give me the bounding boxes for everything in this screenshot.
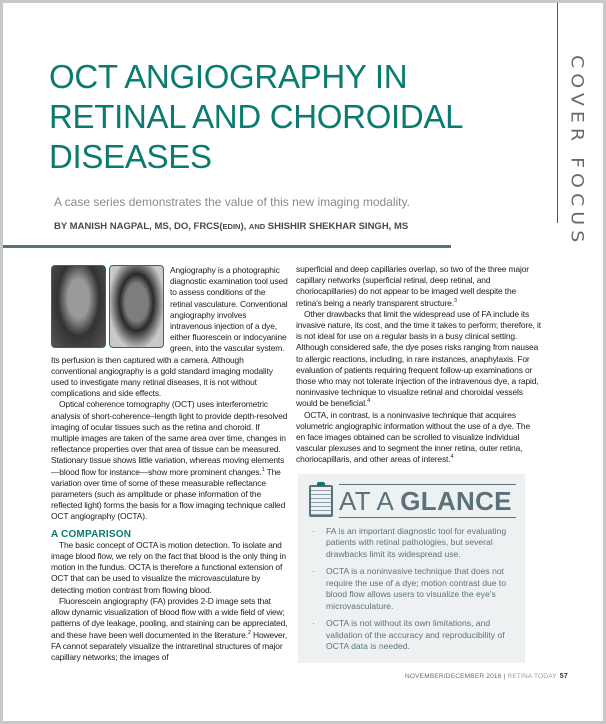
list-item: · OCTA is not without its own limitations, and validation of the accuracy and reproducibility of OCTA data is needed. [312,618,512,653]
reference-marker: 4 [367,398,371,405]
paragraph [296,309,541,410]
paragraph: Angiography is a photographic diagnostic examination tool used to assess conditions of the retinal vasculature. Conventional angiography involves intravenous injection of a dye, either fluorescein or indocyanine green, into the vascular system. Its perfusion is then captured with a camera. Although conventional angiography is a gold standard imaging modality used to investigate many retinal diseases, it is not without complications and side effects. [51,265,288,399]
list-item: · OCTA is a noninvasive technique that does not require the use of a dye; motion contrast due to blood flow allows users to visualize the eye's microvasculature. [312,566,512,612]
author-photos [51,265,164,348]
paragraph: The basic concept of OCTA is motion detection. To isolate and image blood flow, we rely on the fact that blood is the only thing in motion in the fundus. OCTA is therefore a functional extension of OCT that can be used to visualize the microvasculature by detecting motion contrast from flowing blood. [51,539,286,595]
article-page [3,3,603,721]
reference-marker: 1 [261,466,265,473]
at-a-glance-header [305,482,517,520]
reference-marker: 4 [450,454,454,461]
text: Fluorescein angiography (FA) provides 2-D image sets that allow dynamic visualization of blood flow with a wide field of view; patterns of dye leakage, pooling, and staining can be appreciated, and these have been well documented in the literature. [51,595,288,640]
left-column [51,265,289,663]
text: The variation over time of some of these measurable reflectance parameters (such as amplitude or phase information of the reflected light) forms the basis for a flow imaging technique called OCT angiography (OCTA). [51,466,286,522]
footer-separator: | [501,672,508,680]
text: Other drawbacks that limit the widespread use of FA include its invasive nature, its cost, and the time it takes to perform; therefore, it is not ideal for use on a regular basis in a busy clinical setting. Although considered safe, the dye poses risks ranging from nausea to allergic reactions, including, in rare instances, anaphylaxis. For evaluation of patients requiring frequent follow-up examinations or those who may not tolerate injection of the intravenous dye, a rapid, noninvasive technique to visualize retinal and choroidal vessels would be beneficial. [296,308,541,409]
section-divider-line [557,3,558,223]
byline-sep: ), [240,221,249,232]
page-footer [405,672,568,680]
page-number: 57 [559,672,568,680]
at-a-glance-title [339,484,516,518]
author-photo-singh [109,265,164,348]
reference-marker: 3 [453,297,457,304]
text: However, FA cannot separately visualize the intraretinal structures of major capillary networks; the images of [51,629,287,662]
section-label: COVER FOCUS [567,55,587,248]
paragraph [296,410,541,466]
at-a-glance-box [298,474,525,663]
footer-magazine: RETINA TODAY [507,672,557,680]
byline-author-2: SHISHIR SHEKHAR SINGH, MS [265,221,409,232]
title-light: AT A [339,485,401,516]
text: OCTA, in contrast, is a noninvasive technique that acquires volumetric angiographic information without the use of a dye. The en face images obtained can be scrolled to visualize individual vascular plexuses and to segment the inner retina, outer retina, choriocapillaris, and other areas of interest. [296,409,530,465]
right-flow [296,264,568,680]
byline-author-1: BY MANISH NAGPAL, MS, DO, FRCS( [54,221,223,232]
paragraph [51,596,289,663]
right-column [296,264,541,466]
reference-marker: 2 [247,629,251,636]
text: superficial and deep capillaries overlap, so two of the three major capillary networks (superficial retinal, deep retinal, and choriocapillaries) do not appear to be imaged well despite the retina's being a nearly transparent structure. [296,264,529,308]
at-a-glance-list [312,526,512,653]
byline-and: AND [248,222,266,231]
footer-issue: NOVEMBER/DECEMBER 2016 [405,672,502,680]
text: Optical coherence tomography (OCT) uses interferometric analysis of short-coherence–length light to provide depth-resolved imaging of ocular tissues such as the retina and choroid. If multiple images are taken of the same area over time, changes in reflectance properties over that area of tissue can be measured. Stationary tissue shows little variation, whereas moving elements—blood flow for instance—show more prominent changes. [51,399,288,477]
paragraph [296,264,541,309]
byline-edin: EDIN [222,222,241,231]
author-photo-nagpal [51,265,106,348]
paragraph [51,399,289,522]
clipboard-icon [309,485,333,517]
article-title: OCT ANGIOGRAPHY IN RETINAL AND CHOROIDAL DISEASES [49,58,463,175]
title-bold: GLANCE [400,485,512,516]
section-heading: A COMPARISON [51,528,132,540]
article-subtitle: A case series demonstrates the value of this new imaging modality. [54,195,410,209]
byline [54,221,408,232]
header-rule [3,245,451,248]
list-item: · FA is an important diagnostic tool for evaluating patients with retinal pathologies, but several drawbacks limit its widespread use. [312,526,512,561]
